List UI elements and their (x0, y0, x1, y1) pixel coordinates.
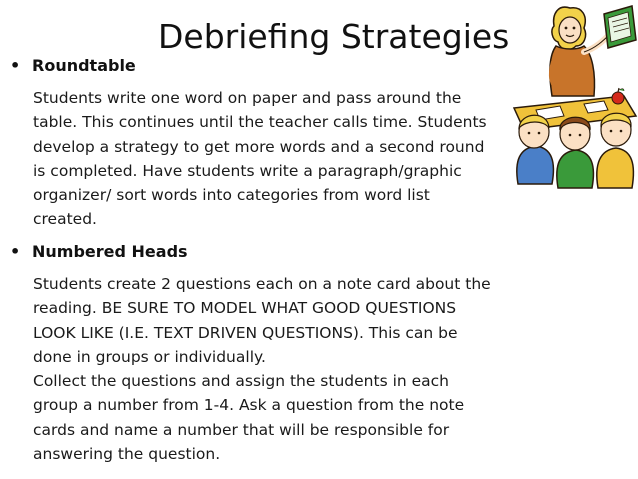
book-icon (604, 6, 636, 48)
bullet-heading: Numbered Heads (32, 242, 188, 261)
numbered-heads-paragraph-1 (33, 272, 491, 369)
paragraph-line: develop a strategy to get more words and a second round (33, 137, 485, 156)
bullet-icon: • (10, 56, 21, 75)
bullet-heading: Roundtable (32, 56, 136, 75)
paragraph-line: table. This continues until the teacher calls time. Students (33, 113, 487, 132)
paragraph-line: answering the question. (33, 444, 221, 463)
student-right (597, 113, 634, 188)
teacher-with-students-clipart-icon (500, 0, 638, 190)
student-left (517, 115, 554, 184)
paragraph-line: cards and name a number that will be responsible for (33, 420, 450, 439)
numbered-heads-paragraph-2 (33, 369, 464, 466)
paragraph-line: organizer/ sort words into categories from word list (33, 186, 430, 205)
slide-title: Debriefing Strategies (158, 17, 510, 56)
paragraph-line: is completed. Have students write a paragraph/graphic (33, 161, 462, 180)
paragraph-line: created. (33, 210, 97, 229)
paragraph-line: Students create 2 questions each on a note card about the (33, 275, 491, 293)
paragraph-line: Students write one word on paper and pass around the (33, 89, 462, 107)
bullet-icon: • (10, 242, 21, 261)
paragraph-line: reading. BE SURE TO MODEL WHAT GOOD QUESTIONS (33, 299, 457, 318)
roundtable-paragraph (33, 86, 487, 232)
paragraph-line: LOOK LIKE (I.E. TEXT DRIVEN QUESTIONS). This can be (33, 323, 458, 342)
bullet-item-numbered-heads (10, 242, 188, 262)
student-middle (557, 117, 594, 188)
bullet-item-roundtable (10, 56, 136, 76)
apple-icon (612, 88, 624, 104)
paragraph-line: Collect the questions and assign the students in each (33, 372, 450, 390)
teacher-face (559, 17, 581, 43)
paragraph-line: done in groups or individually. (33, 347, 266, 366)
paragraph-line: group a number from 1-4. Ask a question from the note (33, 396, 465, 415)
